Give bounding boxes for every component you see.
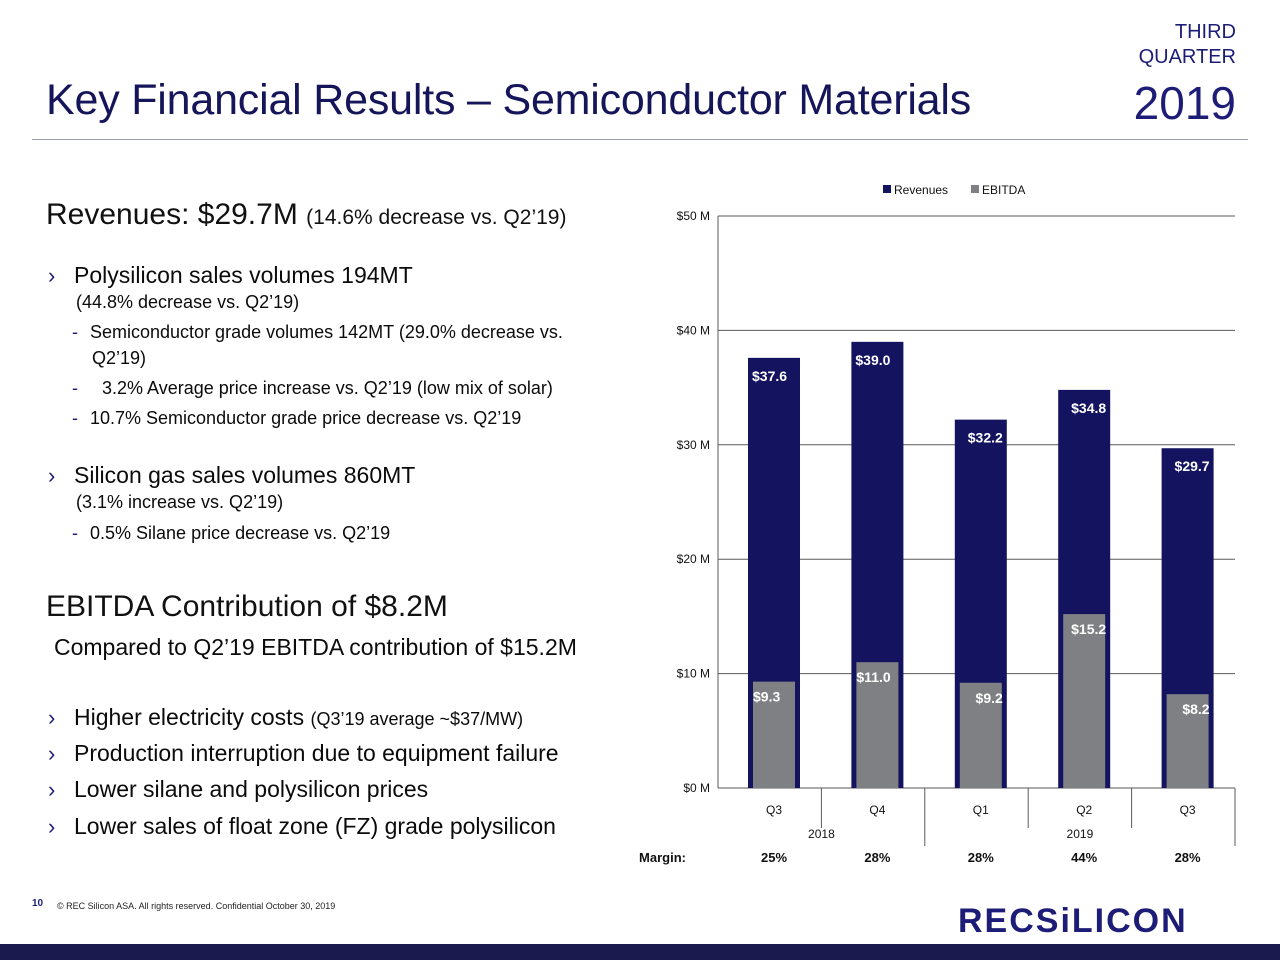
revenues-note: (14.6% decrease vs. Q2’19) — [306, 206, 567, 229]
ebitda-compare: Compared to Q2’19 EBITDA contribution of $15.2M — [54, 634, 577, 660]
year-group-label: 2019 — [1066, 827, 1094, 841]
year-label: 2019 — [1133, 77, 1236, 129]
legend-label-revenues: Revenues — [894, 183, 949, 197]
revenue-data-label: $37.6 — [752, 367, 788, 384]
bottom-bar — [0, 944, 1280, 960]
company-logo: RECSiLICON — [958, 902, 1188, 940]
page-number: 10 — [32, 898, 44, 909]
margin-value: 28% — [1174, 850, 1201, 865]
y-tick-label: $10 M — [676, 666, 710, 681]
chevron-right-icon: › — [48, 705, 56, 730]
y-tick-label: $20 M — [676, 552, 710, 567]
chevron-right-icon: › — [48, 463, 56, 488]
margin-value: 44% — [1071, 850, 1098, 865]
x-tick-label: Q3 — [1179, 803, 1196, 817]
dash-semiconductor-volumes-cont: Q2’19) — [92, 348, 147, 368]
dash-text: 10.7% Semiconductor grade price decrease vs. Q2’19 — [90, 408, 522, 428]
dash-text: Semiconductor grade volumes 142MT (29.0% decrease vs. — [90, 322, 563, 342]
revenue-data-label: $29.7 — [1174, 458, 1210, 475]
legend-label-ebitda: EBITDA — [982, 183, 1026, 197]
x-tick-label: Q3 — [765, 803, 783, 817]
dash-icon: - — [72, 322, 78, 342]
y-tick-label: $40 M — [676, 323, 710, 338]
ebitda-data-label: $9.2 — [975, 689, 1003, 706]
revenue-data-label: $34.8 — [1071, 399, 1107, 416]
revenue-data-label: $39.0 — [855, 351, 891, 368]
ebitda-data-label: $8.2 — [1182, 701, 1210, 718]
bullet-text: Silicon gas sales volumes 860MT — [74, 462, 416, 488]
ebitda-bar — [1063, 614, 1105, 788]
ebitda-data-label: $15.2 — [1071, 621, 1107, 638]
bullet-text: Polysilicon sales volumes 194MT — [74, 262, 413, 288]
ebitda-heading: EBITDA Contribution of $8.2M — [46, 590, 448, 623]
bullet-polysilicon-sub: (44.8% decrease vs. Q2’19) — [76, 292, 300, 312]
margin-value: 28% — [967, 850, 994, 865]
margin-value: 25% — [760, 850, 788, 865]
dash-text: 0.5% Silane price decrease vs. Q2’19 — [90, 523, 391, 543]
legend-swatch-ebitda — [971, 185, 979, 193]
quarter-label-line2: QUARTER — [1138, 46, 1236, 68]
y-tick-label: $50 M — [676, 209, 710, 223]
bullet-text: Lower silane and polysilicon prices — [74, 776, 429, 802]
bullet-note: (Q3’19 average ~$37/MW) — [310, 709, 524, 729]
margin-label: Margin: — [639, 850, 686, 865]
chevron-right-icon: › — [48, 741, 56, 766]
bullet-text: Lower sales of float zone (FZ) grade polysilicon — [74, 813, 556, 839]
dash-icon: - — [72, 408, 78, 428]
dash-icon: - — [72, 523, 78, 543]
x-tick-label: Q1 — [972, 803, 989, 817]
y-tick-label: $0 M — [683, 781, 710, 795]
revenues-value: Revenues: $29.7M — [46, 198, 298, 231]
x-tick-label: Q4 — [869, 803, 886, 817]
y-tick-label: $30 M — [676, 437, 710, 452]
chevron-right-icon: › — [48, 777, 56, 802]
margin-value: 28% — [864, 850, 891, 865]
chevron-right-icon: › — [48, 263, 56, 288]
ebitda-data-label: $11.0 — [856, 669, 891, 686]
dash-text: 3.2% Average price increase vs. Q2’19 (low mix of solar) — [102, 378, 553, 398]
year-group-label: 2018 — [808, 827, 835, 841]
legend-swatch-revenues — [883, 185, 891, 193]
bullet-text: Production interruption due to equipment failure — [74, 740, 559, 766]
ebitda-data-label: $9.3 — [753, 688, 781, 705]
x-tick-label: Q2 — [1076, 803, 1093, 817]
copyright-text: © REC Silicon ASA. All rights reserved. Confidential October 30, 2019 — [57, 901, 336, 911]
bullet-text: Higher electricity costs — [74, 704, 305, 730]
dash-icon: - — [72, 378, 78, 398]
quarter-label-line1: THIRD — [1174, 21, 1236, 43]
page-title: Key Financial Results – Semiconductor Materials — [46, 76, 972, 124]
chevron-right-icon: › — [48, 814, 56, 839]
bullet-silicon-gas-sub: (3.1% increase vs. Q2’19) — [76, 492, 284, 512]
revenue-data-label: $32.2 — [967, 429, 1003, 446]
